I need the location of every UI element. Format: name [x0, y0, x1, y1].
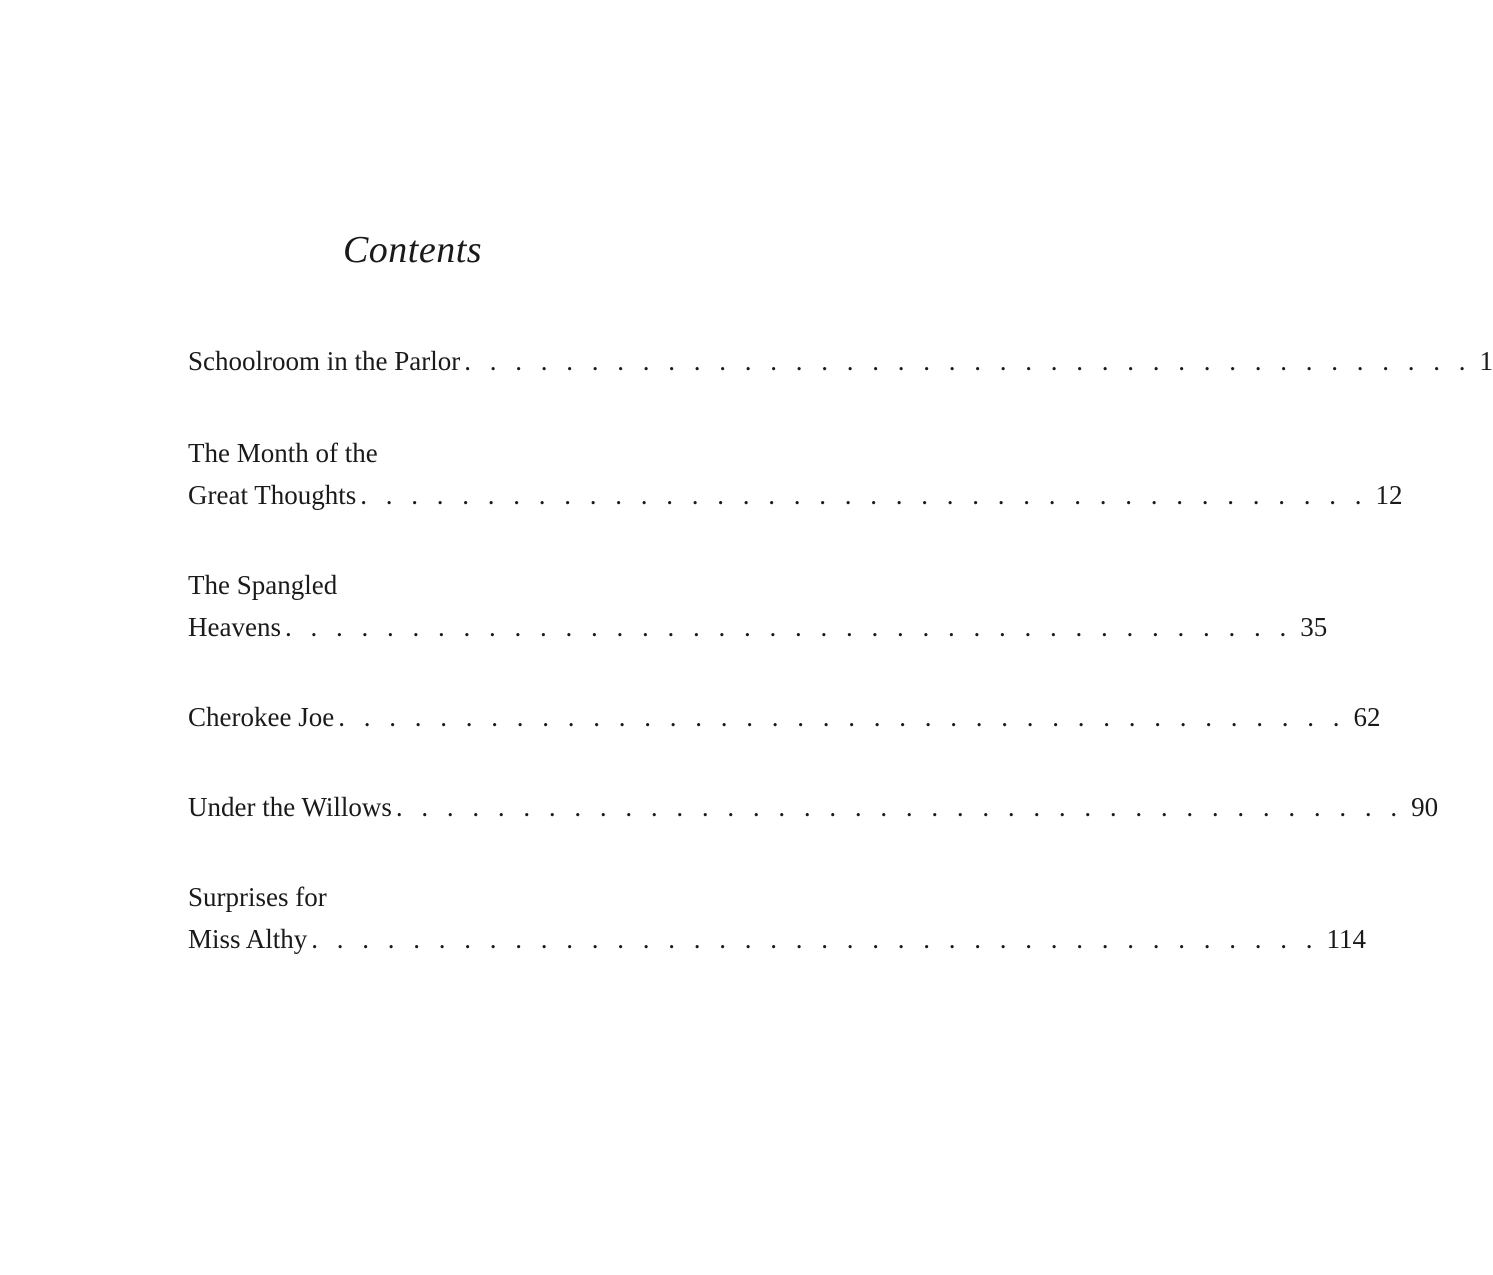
toc-entry-title: The Month of the [188, 438, 378, 468]
toc-entry-title-continued: Great Thoughts [188, 480, 357, 510]
toc-entry-title: Schoolroom in the Parlor [188, 346, 461, 376]
toc-entry[interactable] [188, 340, 1493, 382]
toc-entry[interactable] [188, 432, 1403, 516]
toc-entry-title: Cherokee Joe [188, 702, 335, 732]
toc-entry[interactable] [188, 564, 1328, 648]
toc-entry[interactable] [188, 786, 1439, 828]
toc-leader-dots: . . . . . . . . . . . . . . . . . . . . . . . . . . . . . . . . . . . . . . . . [311, 924, 1319, 954]
toc-entry-title: The Spangled [188, 570, 338, 600]
toc-page-number: 35 [1300, 612, 1328, 642]
toc-entry-title: Surprises for [188, 882, 327, 912]
toc-entry-title-continued: Heavens [188, 612, 281, 642]
page-title: Contents [342, 229, 483, 271]
toc-leader-dots: . . . . . . . . . . . . . . . . . . . . . . . . . . . . . . . . . . . . . . . . [360, 480, 1368, 510]
toc-page-number: 114 [1326, 924, 1367, 954]
toc-page-number: 62 [1353, 702, 1381, 732]
toc-entry[interactable] [188, 876, 1367, 960]
toc-leader-dots: . . . . . . . . . . . . . . . . . . . . . . . . . . . . . . . . . . . . . . . . [464, 346, 1472, 376]
toc-page-number: 1 [1479, 346, 1493, 376]
toc-leader-dots: . . . . . . . . . . . . . . . . . . . . . . . . . . . . . . . . . . . . . . . . [338, 702, 1346, 732]
toc-page-number: 12 [1375, 480, 1403, 510]
toc-entry-title: Under the Willows [188, 792, 392, 822]
toc-leader-dots: . . . . . . . . . . . . . . . . . . . . . . . . . . . . . . . . . . . . . . . . [395, 792, 1404, 822]
toc-entry[interactable] [188, 696, 1381, 738]
toc-leader-dots: . . . . . . . . . . . . . . . . . . . . . . . . . . . . . . . . . . . . . . . . [284, 612, 1293, 642]
toc-entry-title-continued: Miss Althy [188, 924, 308, 954]
toc-page-number: 90 [1411, 792, 1439, 822]
